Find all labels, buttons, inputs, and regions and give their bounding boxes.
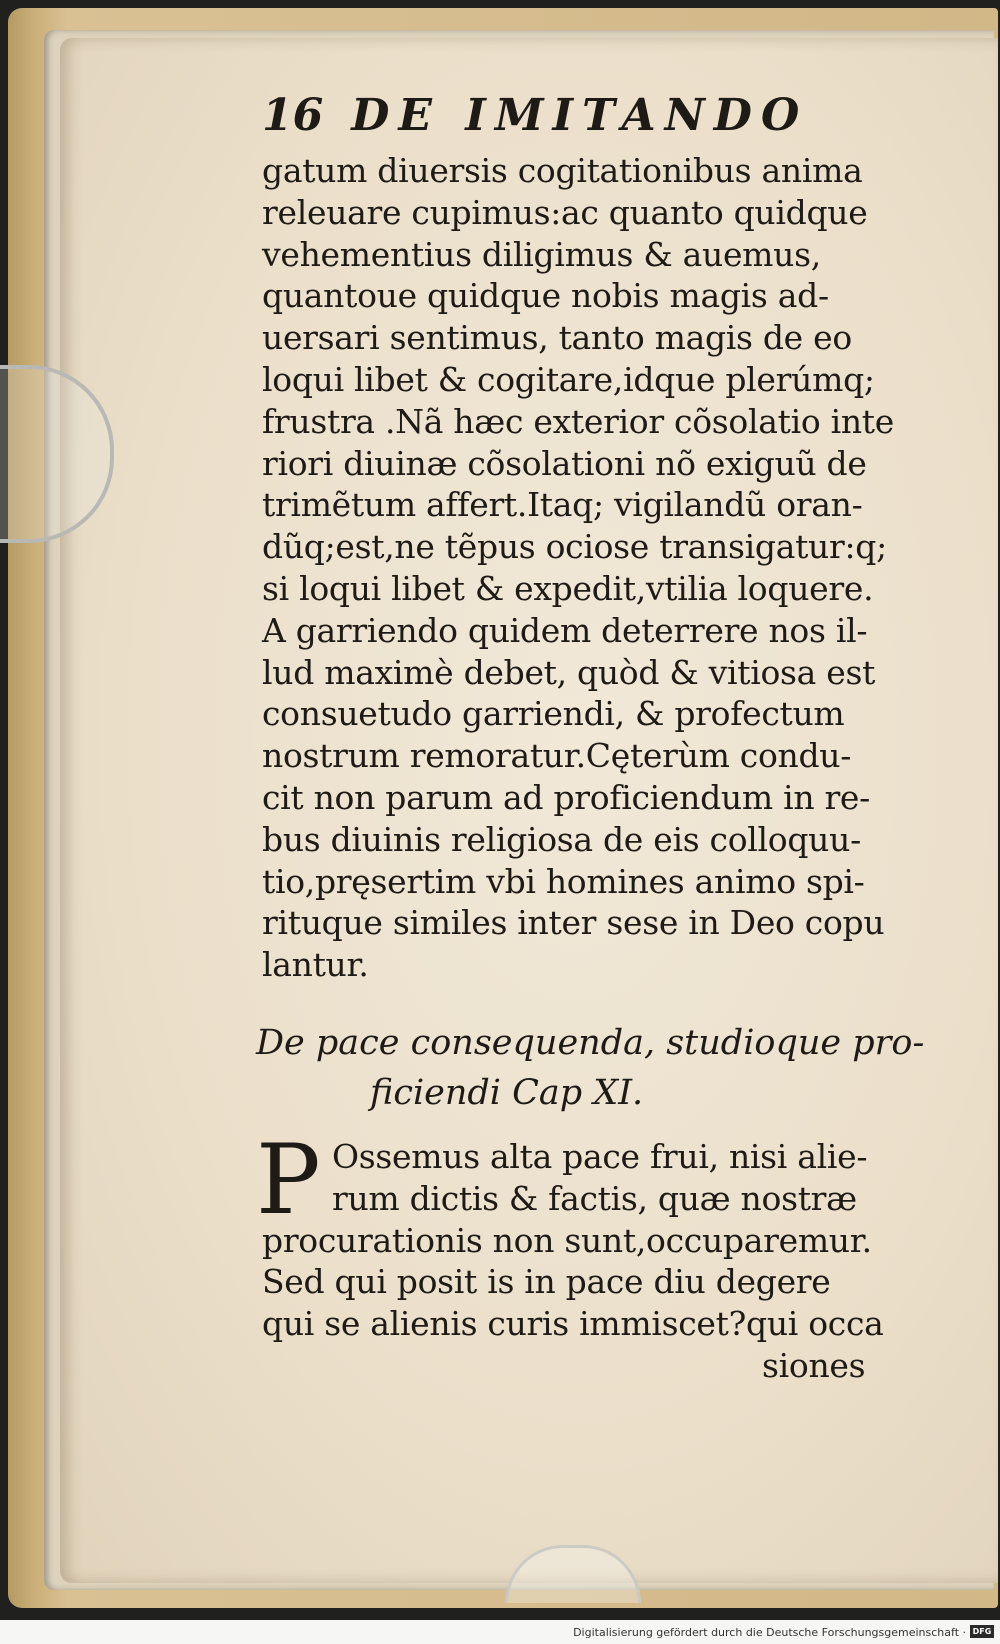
text-line: bus diuinis religiosa de eis colloquu- [262,819,861,859]
text-line: A garriendo quidem deterrere nos il- [262,610,868,650]
paragraph-1 [262,150,902,986]
text-line: lud maximè debet, quòd & vitiosa est [262,652,876,692]
text-line: consuetudo garriendi, & profectum [262,694,845,734]
text-line: uersari sentimus, tanto magis de eo [262,318,852,358]
paragraph-2 [256,1123,902,1387]
footer-bar [0,1620,1000,1644]
text-line: gatum diuersis cogitationibus anima [262,151,863,190]
text-line: lantur. [262,945,369,985]
text-line: Ossemus alta pace frui, nisi alie- [332,1136,868,1176]
text-line: riori diuinæ cõsolationi nõ exiguũ de [262,443,867,483]
page-number: 16 [262,90,324,141]
running-header [262,88,902,144]
drop-capital: P [256,1123,321,1236]
text-line: releuare cupimus:ac quanto quidque [262,192,868,232]
running-head-title: DE IMITANDO [351,90,809,141]
funding-credit: Digitalisierung gefördert durch die Deutsche Forschungsgemeinschaft · [573,1626,966,1639]
text-line: Sed qui posit is in pace diu degere [262,1262,831,1302]
text-line: trimẽtum affert.Itaq; vigilandũ oran- [262,485,863,525]
text-line: nostrum remoratur.Cęterùm condu- [262,736,852,776]
text-line: cit non parum ad proficiendum in re- [262,777,871,817]
chapter-heading-line-1: De pace consequenda, studioque pro- [256,1022,925,1063]
chapter-heading-line-2: ficiendi Cap XI. [370,1072,644,1113]
text-line: vehementius diligimus & auemus, [262,234,821,274]
catchword: siones [762,1345,866,1385]
text-line: procurationis non sunt,occuparemur. [262,1220,872,1260]
text-line: quantoue quidque nobis magis ad- [262,276,829,316]
text-line: dũq;est,ne tẽpus ociose transigatur:q; [262,527,887,567]
text-line: si loqui libet & expedit,vtilia loquere. [262,568,874,608]
text-line: loqui libet & cogitare,idque plerúmq; [262,359,875,399]
page-text [256,88,925,1387]
text-line: frustra .Nã hæc exterior cõsolatio inte [262,401,894,441]
text-line: qui se alienis curis immiscet?qui occa [262,1304,884,1344]
text-line: rituque similes inter sese in Deo copu [262,903,885,943]
text-line: rum dictis & factis, quæ nostræ [332,1178,857,1218]
dfg-logo: DFG [970,1625,994,1638]
text-line: tio,pręsertim vbi homines animo spi- [262,861,865,901]
